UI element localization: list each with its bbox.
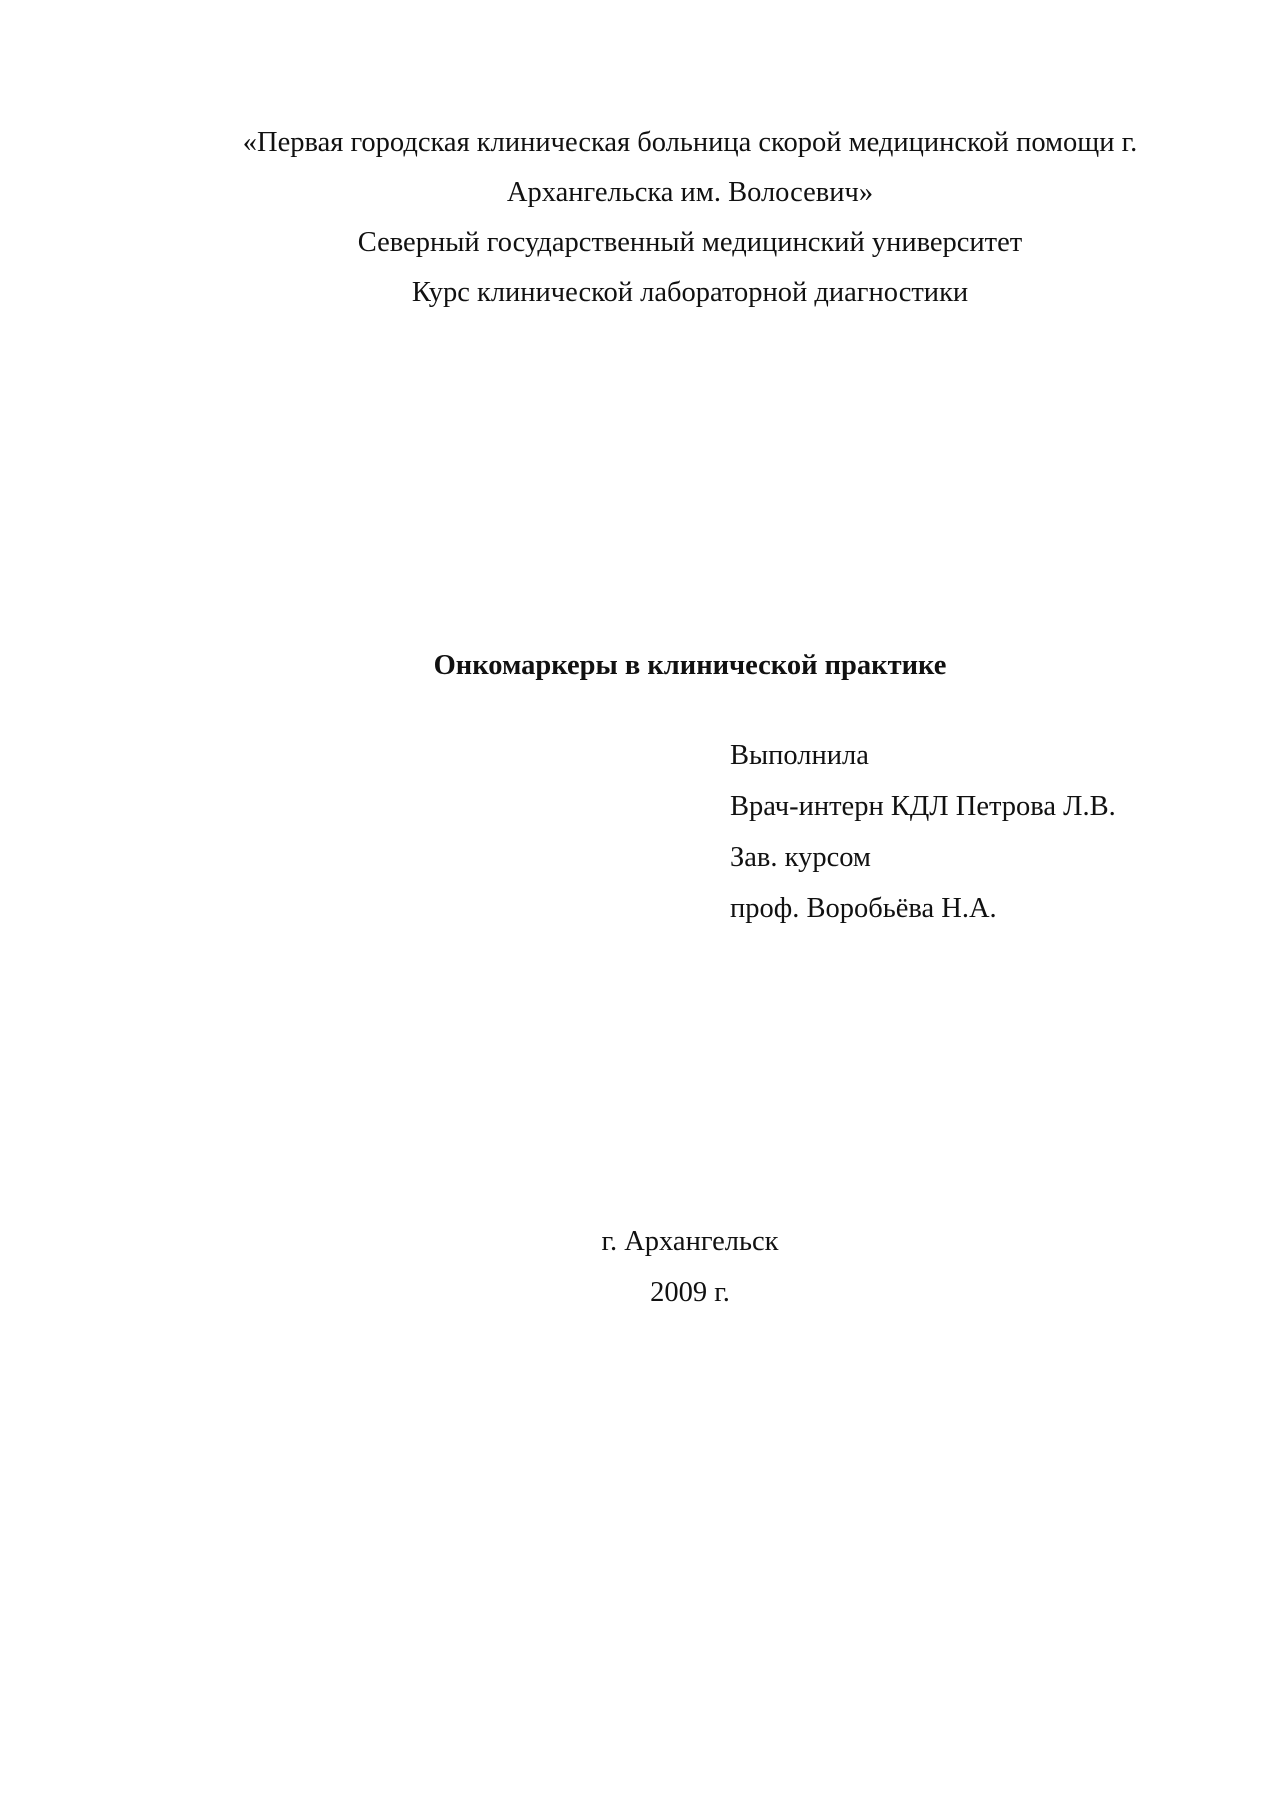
supervisor-name: проф. Воробьёва Н.А.: [730, 893, 997, 924]
document-title: Онкомаркеры в клинической практике: [433, 650, 947, 681]
author-name: Врач-интерн КДЛ Петрова Л.В.: [730, 791, 1116, 822]
year: 2009 г.: [650, 1277, 730, 1308]
institution-header: [190, 118, 1190, 318]
hospital-name-line-2: Архангельска им. Волосевич»: [506, 177, 874, 208]
supervisor-label: Зав. курсом: [730, 842, 871, 873]
place-and-year: [190, 1216, 1190, 1318]
course-name: Курс клинической лабораторной диагностики: [411, 277, 969, 308]
city: г. Архангельск: [601, 1226, 779, 1257]
author-block: [730, 730, 1116, 934]
hospital-name-line-1: «Первая городская клиническая больница скорой медицинской помощи г.: [242, 127, 1138, 158]
performed-by-label: Выполнила: [730, 740, 869, 771]
university-name: Северный государственный медицинский университет: [357, 227, 1023, 258]
